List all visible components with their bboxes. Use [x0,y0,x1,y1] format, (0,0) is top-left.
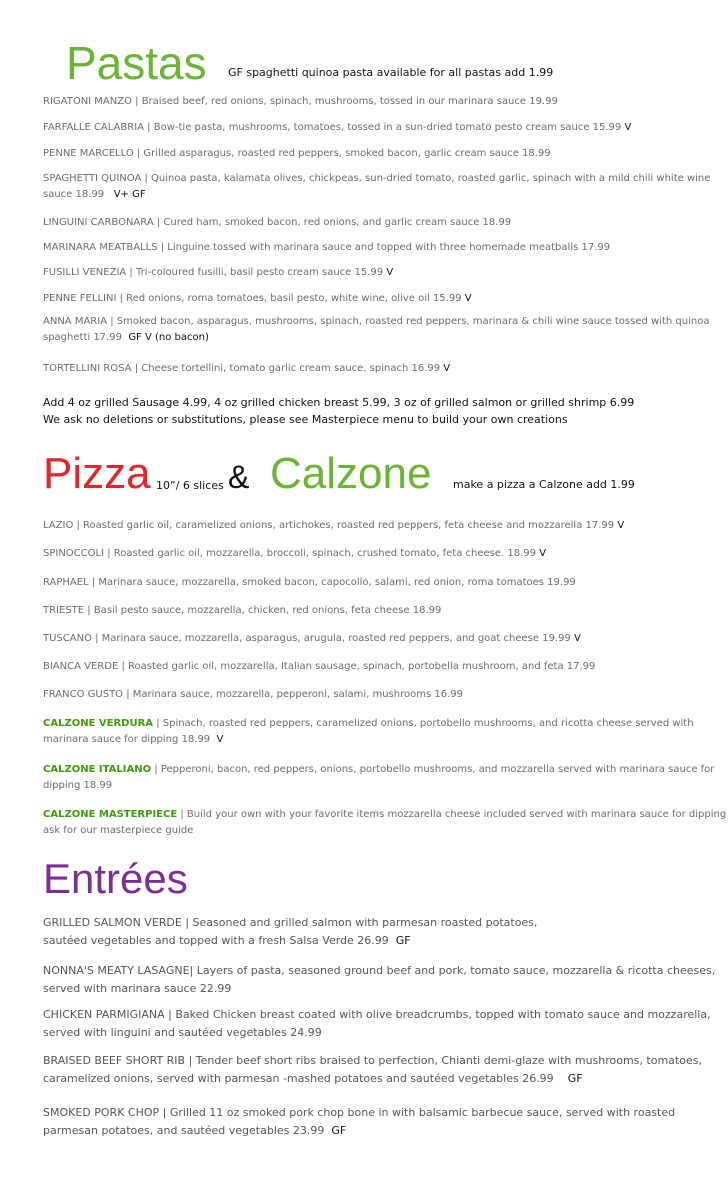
menu-item: LAZIO | Roasted garlic oil, caramelized onions, artichokes, roasted red peppers, feta cheese and mozzarella 17.99 V [43,520,625,531]
calzone-label: CALZONE VERDURA [43,718,154,729]
menu-item: ANNA MARIA | Smoked bacon, asparagus, mushrooms, spinach, roasted red peppers, marinara & chili wine sauce tossed with quinoa spaghetti 17.99 GF V (no bacon) [43,316,710,343]
menu-item: PENNE MARCELLO | Grilled asparagus, roasted red peppers, smoked bacon, garlic cream sauce 18.99 [43,148,551,159]
menu-item: SPAGHETTI QUINOA | Quinoa pasta, kalamata olives, chickpeas, sun-dried tomato, roasted garlic, spinach with a mild chili white wine sauce 18.99 V+ GF [43,173,711,200]
entree-item: GRILLED SALMON VERDE | Seasoned and grilled salmon with parmesan roasted potatoes, sautéed vegetables and topped with a fresh Salsa Verde 26.99 GF [43,916,538,947]
entree-item: NONNA'S MEATY LASAGNE| Layers of pasta, seasoned ground beef and pork, tomato sauce, mozzarella & ricotta cheeses, served with marinara sauce 22.99 [43,964,716,995]
policy-note: We ask no deletions or substitutions, please see Masterpiece menu to build your own creations [43,413,568,426]
entree-item: BRAISED BEEF SHORT RIB | Tender beef short ribs braised to perfection, Chianti demi-glaze with mushrooms, tomatoes, caramelized onions, served with parmesan -mashed potatoes and sautéed vegetables 26.99 GF [43,1054,702,1085]
menu-item: TUSCANO | Marinara sauce, mozzarella, asparagus, arugula, roasted red peppers, and goat cheese 19.99 V [43,633,581,644]
menu-item: FARFALLE CALABRIA | Bow-tie pasta, mushrooms, tomatoes, tossed in a sun-dried tomato pesto cream sauce 15.99 V [43,122,632,133]
menu-item: SPINOCCOLI | Roasted garlic oil, mozzarella, broccoli, spinach, crushed tomato, feta cheese. 18.99 V [43,548,547,559]
calzone-note: make a pizza a Calzone add 1.99 [453,478,635,491]
menu-item: MARINARA MEATBALLS | Linguine tossed with marinara sauce and topped with three homemade meatballs 17.99 [43,242,611,253]
pizza-title: Pizza [43,449,151,498]
calzone-label: CALZONE MASTERPIECE [43,809,178,820]
pizza-size: 10”/ 6 slices [156,479,224,492]
entree-item: CHICKEN PARMIGIANA | Baked Chicken breast coated with olive breadcrumbs, topped with tomato sauce and mozzarella, served with linguini and sautéed vegetables 24.99 [43,1008,711,1039]
menu-item: RAPHAEL | Marinara sauce, mozzarella, smoked bacon, capocollo, salami, red onion, roma tomatoes 19.99 [43,577,576,588]
menu-item: TRIESTE | Basil pesto sauce, mozzarella, chicken, red onions, feta cheese 18.99 [43,605,442,616]
menu-item: PENNE FELLINI | Red onions, roma tomatoes, basil pesto, white wine, olive oil 15.99 V [43,293,472,304]
menu-item: FRANCO GUSTO | Marinara sauce, mozzarella, pepperoni, salami, mushrooms 16.99 [43,689,464,700]
pastas-title: Pastas [66,37,207,89]
menu-item: RIGATONI MANZO | Braised beef, red onions, spinach, mushrooms, tossed in our marinara sauce 19.99 [43,96,558,107]
entree-item: SMOKED PORK CHOP | Grilled 11 oz smoked pork chop bone in with balsamic barbecue sauce, served with roasted parmesan potatoes, and sautéed vegetables 23.99 GF [43,1106,676,1137]
addon-note: Add 4 oz grilled Sausage 4.99, 4 oz grilled chicken breast 5.99, 3 oz of grilled salmon or grilled shrimp 6.99 [43,396,635,409]
calzone-label: CALZONE ITALIANO [43,764,152,775]
calzone-title: Calzone [270,449,432,498]
calzone-item: CALZONE VERDURA | Spinach, roasted red peppers, caramelized onions, portobello mushrooms, and ricotta cheese served with marinara sauce for dipping 18.99 V [43,718,694,745]
menu-item: LINGUINI CARBONARA | Cured ham, smoked bacon, red onions, and garlic cream sauce 18.99 [43,217,512,228]
entrees-title: Entrées [43,855,188,902]
ampersand: & [228,459,250,495]
pastas-note: GF spaghetti quinoa pasta available for all pastas add 1.99 [228,66,554,79]
menu-item: BIANCA VERDE | Roasted garlic oil, mozzarella, Italian sausage, spinach, portobella mushroom, and feta 17.99 [43,661,596,672]
calzone-item: CALZONE ITALIANO | Pepperoni, bacon, red peppers, onions, portobello mushrooms, and mozzarella served with marinara sauce for dipping 18.99 [43,764,715,791]
calzone-item: CALZONE MASTERPIECE | Build your own with your favorite items mozzarella cheese included served with marinara sauce for dipping ask for our masterpiece guide [43,809,727,836]
menu-item: TORTELLINI ROSA | Cheese tortellini, tomato garlic cream sauce, spinach 16.99 V [43,363,451,374]
menu-item: FUSILLI VENEZIA | Tri-coloured fusilli, basil pesto cream sauce 15.99 V [43,267,394,278]
